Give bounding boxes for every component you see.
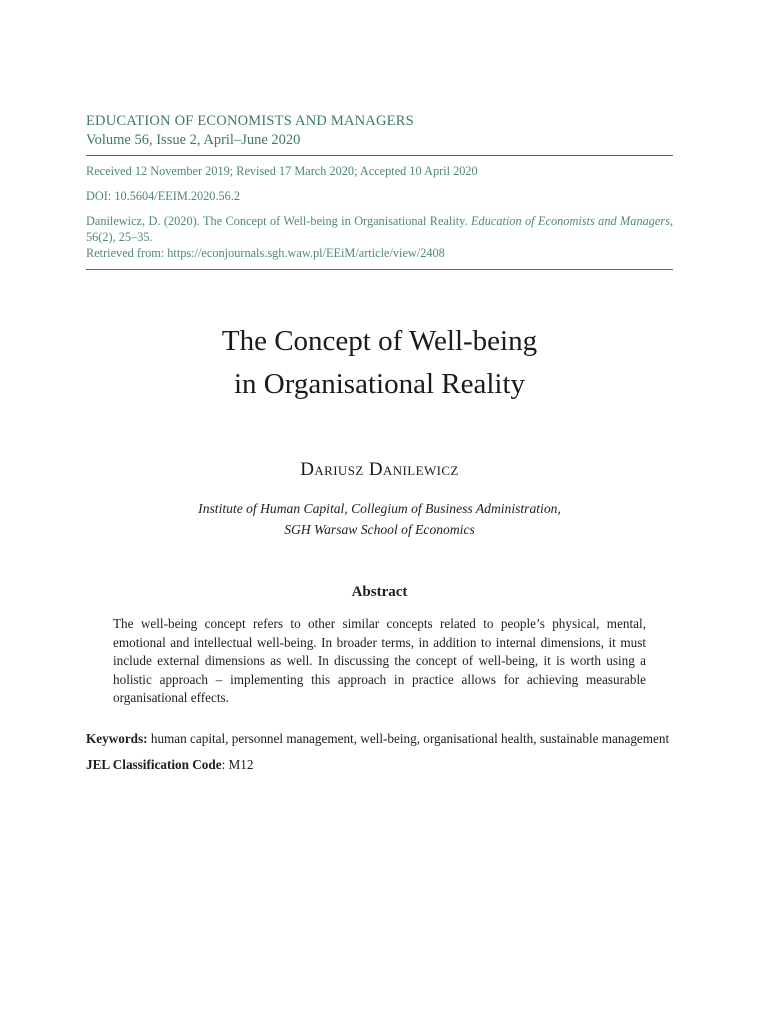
title-line-2: in Organisational Reality — [233, 368, 526, 400]
header-top-rule — [86, 155, 673, 156]
jel-value: : M12 — [221, 757, 254, 772]
affiliation-line-1: Institute of Human Capital, Collegium of Business Administration, — [198, 501, 561, 516]
citation-journal: Education of Economists and Managers — [471, 214, 670, 228]
article-title — [86, 320, 673, 406]
abstract-text: The well-being concept refers to other similar concepts related to people’s physical, mental, emotional and intellectual well-being. In broader terms, in addition to internal dimensions, it must include external dimensions as well. In discussing the concept of well-being, it is worth using a holistic approach – implementing this approach in practice allows for achieving measurable organisational effects. — [113, 616, 646, 705]
author-affiliation — [86, 498, 673, 540]
journal-name: EDUCATION OF ECONOMISTS AND MANAGERS — [86, 113, 414, 129]
title-line-1: The Concept of Well-being — [221, 325, 538, 357]
abstract-heading: Abstract — [351, 584, 408, 600]
header-bottom-rule — [86, 269, 673, 270]
keywords-label: Keywords: — [86, 730, 148, 746]
keywords-value: human capital, personnel management, well-being, organisational health, sustainable management — [147, 730, 670, 746]
citation-text: Danilewicz, D. (2020). The Concept of Well-being in Organisational Reality. — [86, 214, 468, 228]
keywords — [86, 730, 673, 749]
author-name: Dariusz Danilewicz — [300, 459, 459, 480]
citation-volume-pages: , 56(2), 25–35. — [86, 214, 674, 244]
doi-line: DOI: 10.5604/EEIM.2020.56.2 — [86, 189, 241, 203]
affiliation-line-2: SGH Warsaw School of Economics — [284, 522, 475, 537]
citation — [86, 213, 673, 261]
document-page — [86, 112, 673, 775]
journal-volume: Volume 56, Issue 2, April–June 2020 — [86, 132, 301, 148]
retrieved-from-link[interactable]: Retrieved from: https://econjournals.sgh.waw.pl/EEiM/article/view/2408 — [86, 246, 445, 260]
submission-dates: Received 12 November 2019; Revised 17 March 2020; Accepted 10 April 2020 — [86, 164, 478, 178]
jel-classification — [86, 756, 673, 775]
jel-label: JEL Classification Code — [86, 757, 222, 772]
